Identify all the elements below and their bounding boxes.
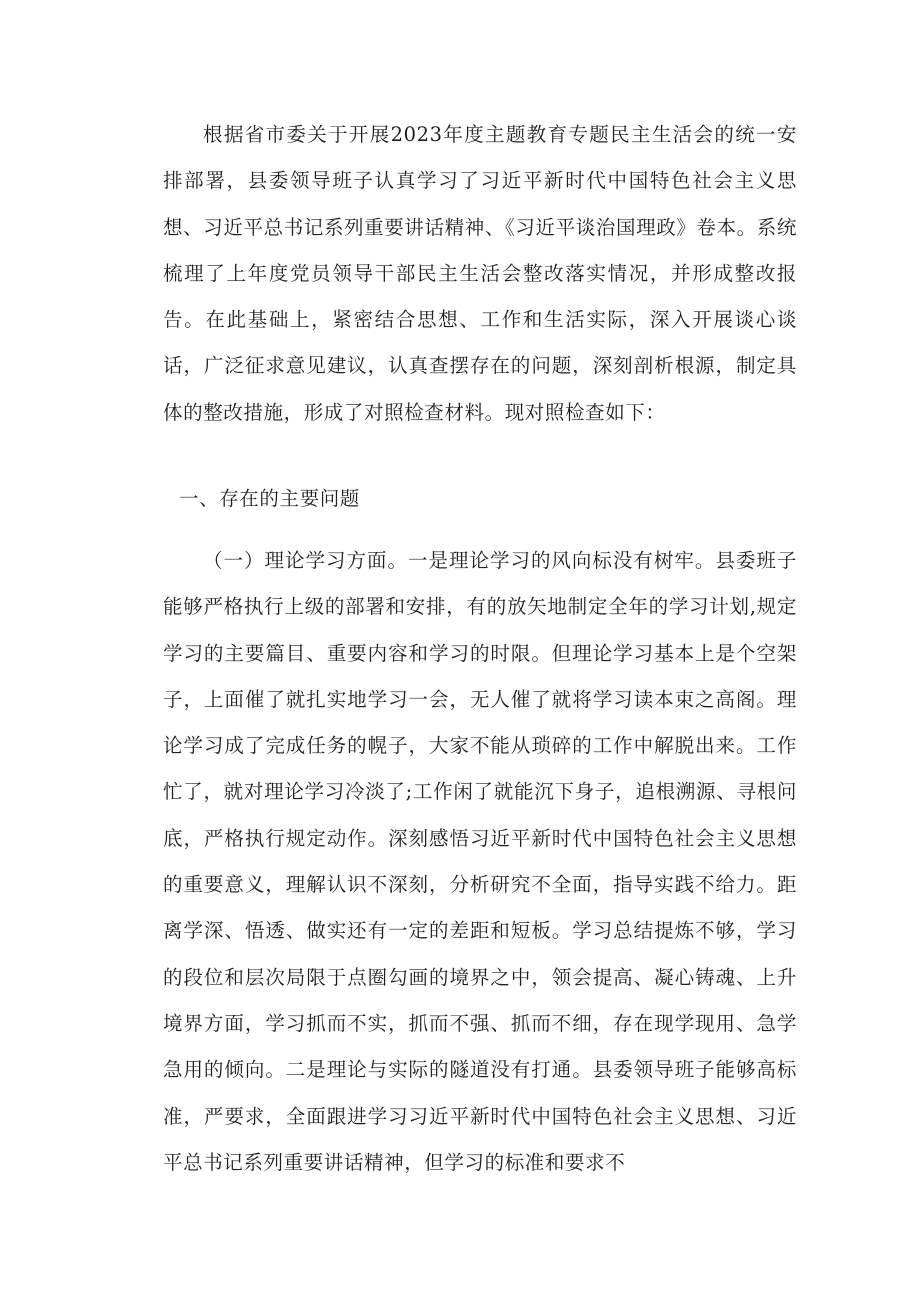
theory-study-paragraph: （一）理论学习方面。一是理论学习的风向标没有树牢。县委班子能够严格执行上级的部署和安排，有的放矢地制定全年的学习计划,规定学习的主要篇目、重要内容和学习的时限。但理论学习基本上是个空架子，上面催了就扎实地学习一会，无人催了就将学习读本束之高阁。理论学习成了完成任务的幌子，大家不能从琐碎的工作中解脱出来。工作忙了，就对理论学习冷淡了;工作闲了就能沉下身子，追根溯源、寻根问底，严格执行规定动作。深刻感悟习近平新时代中国特色社会主义思想的重要意义，理解认识不深刻，分析研究不全面，指导实践不给力。距离学深、悟透、做实还有一定的差距和短板。学习总结提炼不够，学习的段位和层次局限于点圈勾画的境界之中，领会提高、凝心铸魂、上升境界方面，学习抓而不实，抓而不强、抓而不细，存在现学现用、急学急用的倾向。二是理论与实际的隧道没有打通。县委领导班子能够高标准，严要求，全面跟进学习习近平新时代中国特色社会主义思想、习近平总书记系列重要讲话精神，但学习的标准和要求不 xyxy=(163,549,797,1174)
intro-paragraph: 根据省市委关于开展2023年度主题教育专题民主生活会的统一安排部署，县委领导班子认真学习了习近平新时代中国特色社会主义思想、习近平总书记系列重要讲话精神、《习近平谈治国理政》卷本。系统梳理了上年度党员领导干部民主生活会整改落实情况，并形成整改报告。在此基础上，紧密结合思想、工作和生活实际，深入开展谈心谈话，广泛征求意见建议，认真查摆存在的问题，深刻剖析根源，制定具体的整改措施，形成了对照检查材料。现对照检查如下： xyxy=(163,123,797,424)
section-heading: 一、存在的主要问题 xyxy=(179,487,360,510)
